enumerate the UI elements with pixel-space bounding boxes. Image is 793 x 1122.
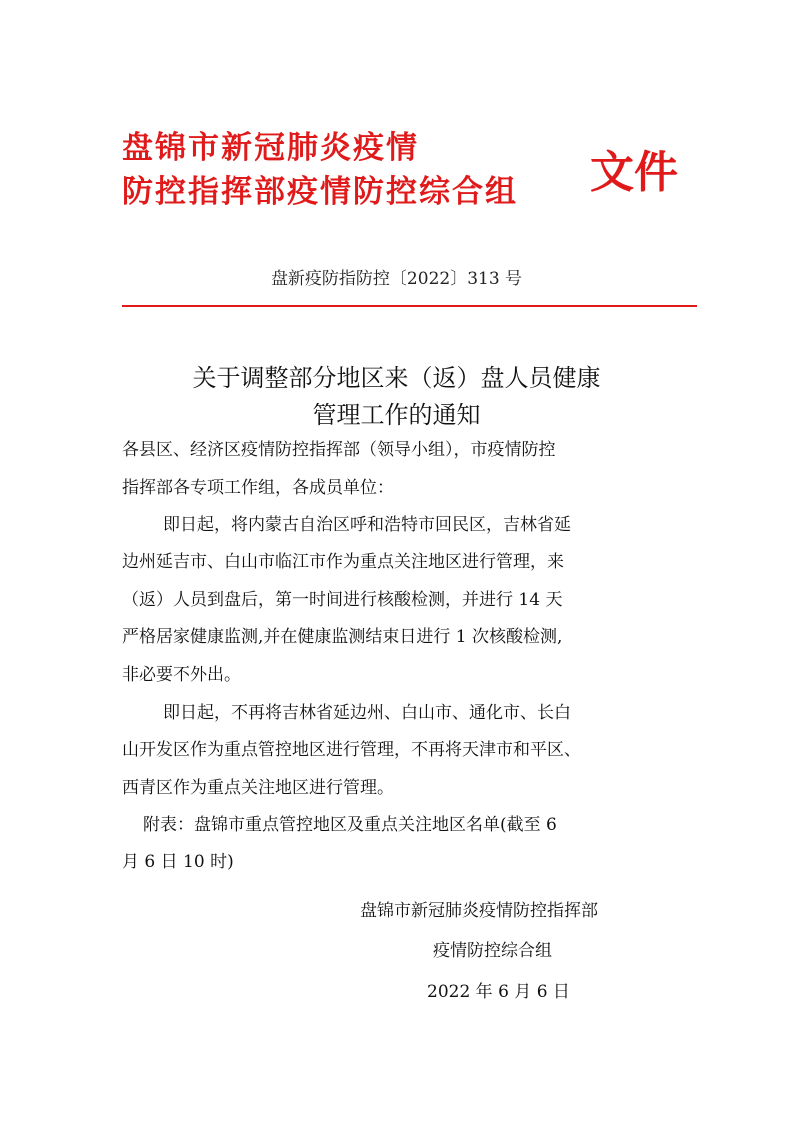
- paragraph-2-line-2: 山开发区作为重点管控地区进行管理，不再将天津市和平区、: [122, 740, 581, 760]
- paragraph-2-line-1: 即日起，不再将吉林省延边州、白山市、通化市、长白: [163, 703, 571, 723]
- notice-title-line-2: 管理工作的通知: [312, 401, 481, 429]
- attachment-line-1: 附表：盘锦市重点管控地区及重点关注地区名单(截至 6: [143, 815, 557, 835]
- signature-date: 2022 年 6 月 6 日: [427, 982, 570, 1002]
- document-header-line-1: 盘锦市新冠肺炎疫情: [122, 130, 419, 166]
- paragraph-1-line-5: 非必要不外出。: [122, 665, 241, 685]
- signature-department: 疫情防控综合组: [433, 941, 552, 961]
- document-header-line-2: 防控指挥部疫情防控综合组: [122, 174, 518, 210]
- attachment-line-2: 月 6 日 10 时): [122, 852, 234, 872]
- paragraph-1-line-4: 严格居家健康监测,并在健康监测结束日进行 1 次核酸检测,: [122, 627, 563, 647]
- header-divider: [122, 305, 697, 307]
- document-header-suffix: 文件: [590, 147, 678, 198]
- document-number: 盘新疫防指防控〔2022〕313 号: [270, 269, 523, 289]
- paragraph-1-line-3: （返）人员到盘后，第一时间进行核酸检测，并进行 14 天: [122, 590, 563, 610]
- paragraph-1-line-2: 边州延吉市、白山市临江市作为重点关注地区进行管理，来: [122, 552, 564, 572]
- signature-organization: 盘锦市新冠肺炎疫情防控指挥部: [360, 901, 598, 921]
- paragraph-2-line-3: 西青区作为重点关注地区进行管理。: [122, 778, 394, 798]
- paragraph-1-line-1: 即日起，将内蒙古自治区呼和浩特市回民区，吉林省延: [163, 515, 571, 535]
- recipients-line-1: 各县区、经济区疫情防控指挥部（领导小组），市疫情防控: [122, 440, 556, 460]
- notice-title-line-1: 关于调整部分地区来（返）盘人员健康: [192, 364, 601, 392]
- recipients-line-2: 指挥部各专项工作组，各成员单位：: [122, 478, 394, 498]
